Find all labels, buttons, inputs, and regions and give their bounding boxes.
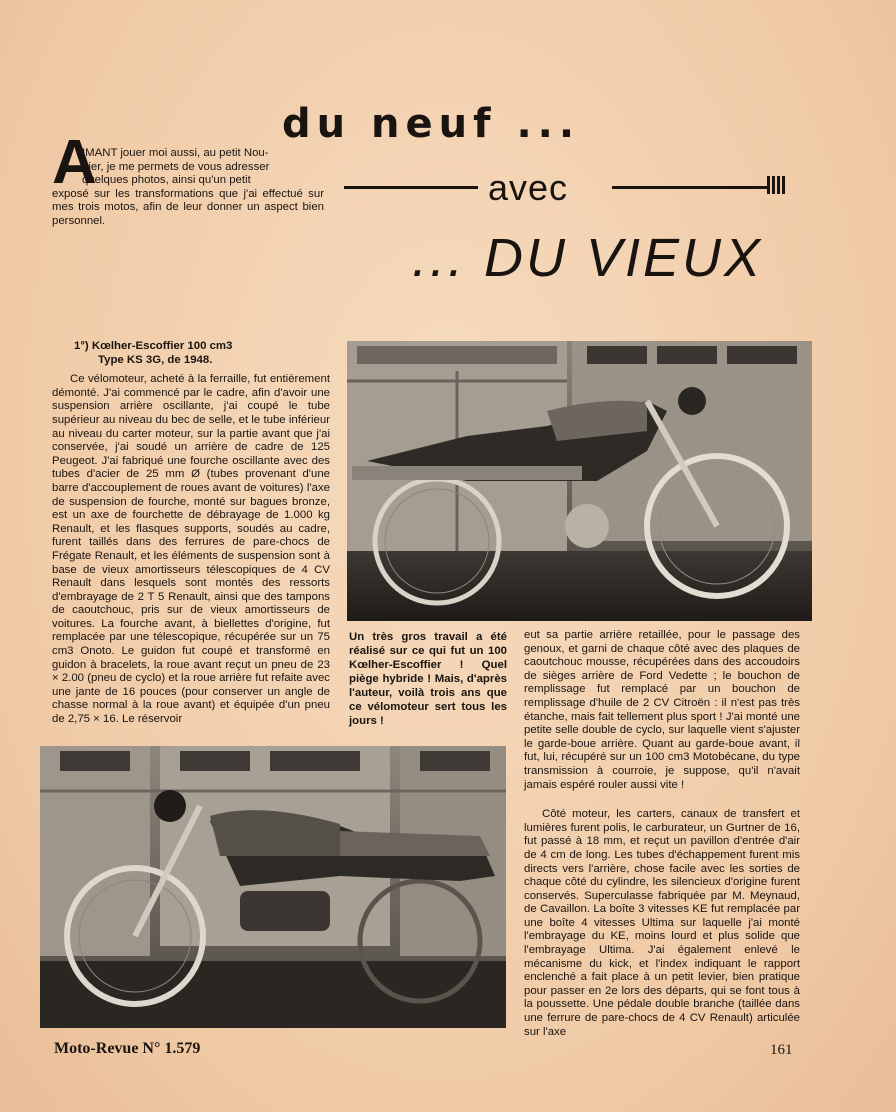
section-body: Ce vélomoteur, acheté à la ferraille, fut entièrement démonté. J'ai commencé par le cadre, afin d'avoir une suspension arrière oscillante, j'ai coupé le tube supérieur au niveau du bec de selle, et le tube inférieur au niveau du carter moteur, sur la partie avant que j'ai conservée, j'ai soudé un arrière de cadre de 125 Peugeot. J'ai fabriqué une fourche oscillante avec des tubes d'acier de 25 mm Ø (tubes provenant d'une barre d'accouplement de roues avant de voitures) l'axe de suspension de fourche, monté sur bagues bronze, est un axe de fourchette de débrayage de 1.000 kg Renault, et les flasques supports, soudés au cadre, furent taillés dans des ferrures de pare-chocs de Frégate Renault, et les éléments de suspension sont à base de vieux amortisseurs télescopiques de 4 CV Renault dans lesquels sont montés des ressorts d'embrayage de 2 T 5 Renault, ainsi que des tampons de caoutchouc, pris sur de vieux amortisseurs de voitures. La fourche avant, à biellettes d'origine, fut remplacée par une télescopique, récupérée sur un 75 cm3 Onoto. Le guidon fut coupé et transformé en guidon à bracelets, la roue avant reçut un pneu de 23 × 2.00 (pneu de cyclo) et la roue arrière fut refaite avec une jante de 16 pouces (pour conserver un angle de chasse normal à la roue avant) et équipée d'un pneu de 2,75 × 16. Le réservoir [52,373,330,726]
intro-line-1: IMANT jouer moi aussi, au petit Nou- [82,147,269,159]
motorcycle-photo-illustration [347,341,812,621]
issue-number: N° 1.579 [142,1040,201,1057]
motorcycle-photo-illustration-2 [40,746,506,1028]
intro-dropcap: A [52,128,97,197]
right-paragraph-1: eut sa partie arrière retaillée, pour le passage des genoux, et garni de chaque côté avec des plaques de caoutchouc mousse, récupérées dans des accoudoirs de sièges arrière de Ford Vedette ; le bouchon de remplissage fut remplacé par un bouchon de remplissage d'huile de 2 CV Citroën : il n'est pas très étanche, mais fait tellement plus sport ! J'ai monté une petite selle double de cyclo, sur laquelle vient s'ajuster le garde-boue arrière. Quant au garde-boue avant, il fut, lui, récupéré sur un 100 cm3 Motobécane, du type transmission à courroie, je suppose, qu'il n'avait jamais espéré rouler aussi vite ! [524,629,800,791]
intro-paragraph [52,147,324,228]
footer-magazine [54,1040,200,1058]
photo-motorcycle-side [347,341,812,621]
right-column [524,629,800,1039]
photo-motorcycle-front [40,746,506,1028]
title-end-mark [767,176,787,194]
title-rule-right [612,186,768,189]
title-line-2: avec [488,167,569,208]
title-rule-left [344,186,478,189]
title-line-1: du neuf ... [282,101,581,147]
page-number: 161 [770,1042,793,1058]
intro-rest: exposé sur les transformations que j'ai effectué sur mes trois motos, afin de leur donner un aspect bien personnel. [52,187,324,227]
left-column [52,340,330,727]
title-line-3: ... DU VIEUX [412,228,764,288]
photo-caption: Un très gros travail a été réalisé sur ce qui fut un 100 Kœlher-Escoffier ! Quel piège hybride ! Mais, d'après l'auteur, voilà trois ans que ce vélomoteur sert tous les jours ! [349,631,507,727]
section-heading-line-1: 1°) Kœlher-Escoffier 100 cm3 [74,340,233,352]
intro-line-2: gier, je me permets de vous adresser [82,160,270,173]
magazine-name: Moto-Revue [54,1040,139,1057]
right-paragraph-2: Côté moteur, les carters, canaux de transfert et lumières furent polis, le carburateur, un Gurtner de 16, fut passé à 18 mm, et reçut un pavillon d'entrée d'air de 4 cm de long. Les tubes d'échappement furent mis directs vers l'arrière, chose facile avec les sorties de chaque côté du cylindre, les silencieux d'origine furent conservés. Superculasse fabriquée par M. Meynaud, de Cavaillon. La boîte 3 vitesses KE fut remplacée par une boîte 4 vitesses Ultima sur laquelle j'ai monté l'embrayage du KE, moins lourd et plus solide que l'embrayage Ultima. J'ai également enlevé le mécanisme du kick, et l'index indiquant le rapport enclenché a fait place à un petit levier, bien pratique pour passer en 2e lors des départs, qui se font tous à la poussette. Une pédale double branche (taillée dans une ferrure de pare-chocs de 4 CV Renault) articulée sur l'axe [524,808,800,1038]
section-heading-line-2: Type KS 3G, de 1948. [98,353,213,366]
intro-line-3: quelques photos, ainsi qu'un petit [82,174,251,186]
